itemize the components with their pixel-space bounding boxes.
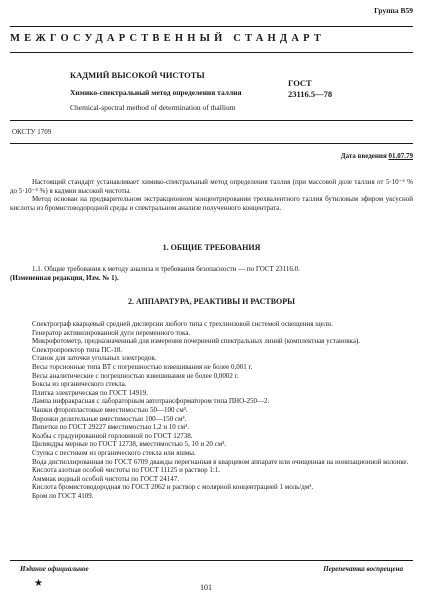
effective-date — [341, 152, 413, 160]
official-edition-label: Издание официальное — [20, 565, 89, 573]
list-item: Кислота азотная особой чистоты по ГОСТ 11125 и раствор 1:1. — [32, 466, 221, 475]
list-item: Цилиндры мерные по ГОСТ 12738, вместимостью 5, 10 и 20 см³. — [32, 440, 226, 449]
list-item: Вода дистиллированная по ГОСТ 6709 дважды перегнанная в кварцевом аппарате или очищенная на ионизационной колонке. — [32, 457, 409, 466]
list-item: Плитка электрическая по ГОСТ 14919. — [32, 388, 148, 397]
okstu-code: ОКСТУ 1709 — [12, 128, 52, 136]
list-item: Спектропроектор типа ПС-18. — [32, 345, 123, 354]
list-item: Пипетки по ГОСТ 29227 вместимостью 1,2 и 10 см³. — [32, 423, 189, 432]
list-item: Лампа инфракрасная с лабораторным автотрансформатором типа ПНО-250—2. — [32, 397, 270, 406]
footer-rule — [10, 560, 413, 561]
list-item: Весы торсионные типа ВТ с погрешностью взвешивания не более 0,001 г. — [32, 362, 253, 371]
list-item: Спектрограф кварцевый средней дисперсии любого типа с трехлинзовой системой освещения щели. — [32, 320, 333, 328]
title-rule — [10, 120, 413, 121]
document-title: КАДМИЙ ВЫСОКОЙ ЧИСТОТЫ — [70, 70, 205, 80]
gost-code: 23116.5—78 — [288, 89, 333, 99]
section-1-body — [10, 265, 413, 282]
date-label: Дата введения — [340, 152, 387, 160]
intro-paragraph-2: Метод основан на предварительном экстракционном концентрировании трехвалентного таллия бутиловым эфиром уксусной кислоты из бромистоводородной среды и спектральном анализе полученного концентрата. — [10, 195, 413, 212]
section-1-paragraph: 1.1. Общие требования к методу анализа и требования безопасности — по ГОСТ 23116.0. — [32, 265, 300, 273]
list-item: Бром по ГОСТ 4109. — [32, 491, 94, 500]
page-number: 101 — [200, 583, 212, 592]
list-item: Ступка с пестиком из органического стекла или яшмы. — [32, 448, 196, 457]
section-2-title: 2. АППАРАТУРА, РЕАКТИВЫ И РАСТВОРЫ — [127, 297, 295, 306]
list-item: Весы аналитические с погрешностью взвешивания не более 0,0002 г. — [32, 371, 239, 380]
date-value: 01.07.79 — [388, 152, 413, 160]
interstate-standard-heading: МЕЖГОСУДАРСТВЕННЫЙ СТАНДАРТ — [10, 33, 326, 44]
list-item: Воронки делительные вместимостью 100—150 см³. — [32, 414, 187, 423]
list-item: Аммиак водный особой чистоты по ГОСТ 24147. — [32, 474, 180, 483]
list-item: Станок для заточки угольных электродов. — [32, 354, 157, 363]
header-rule — [10, 52, 413, 53]
subtitle-english: Chemical-spectral method of determination of thallium — [70, 103, 236, 112]
section-2-items — [10, 320, 413, 500]
top-rule — [10, 26, 413, 27]
list-item: Колбы с градуированной горловиной по ГОСТ 12738. — [32, 431, 193, 440]
gost-number — [288, 78, 332, 100]
list-item: Микрофотометр, предназначенный для измерения почернений спектральных линий (комплектная установка). — [32, 337, 361, 346]
gost-label: ГОСТ — [288, 78, 312, 88]
introduction — [10, 178, 413, 212]
subtitle-russian: Химико-спектральный метод определения таллия — [70, 88, 242, 97]
intro-paragraph-1: Настоящий стандарт устанавливает химико-спектральный метод определения таллия (при массовой доле таллия от 5·10⁻⁶ % до 5·10⁻⁴ %) в кадмии высокой чистоты. — [10, 178, 413, 195]
okstu-rule — [10, 143, 413, 144]
list-item: Чашки фторопластовые вместимостью 50—100 см³. — [32, 405, 188, 414]
reprint-prohibited-label: Перепечатка воспрещена — [323, 565, 403, 573]
star-icon: ★ — [34, 578, 43, 589]
list-item: Боксы из органического стекла. — [32, 380, 127, 389]
list-item: Генератор активизированной дуги переменного тока. — [32, 328, 191, 337]
group-label: Группа В59 — [374, 6, 413, 15]
list-item: Кислота бромистоводородная по ГОСТ 2062 и раствор с молярной концентрацией 1 моль/дм³. — [32, 483, 314, 492]
section-1-title: 1. ОБЩИЕ ТРЕБОВАНИЯ — [162, 243, 261, 252]
section-1-note: (Измененная редакция, Изм. № 1). — [10, 273, 119, 282]
